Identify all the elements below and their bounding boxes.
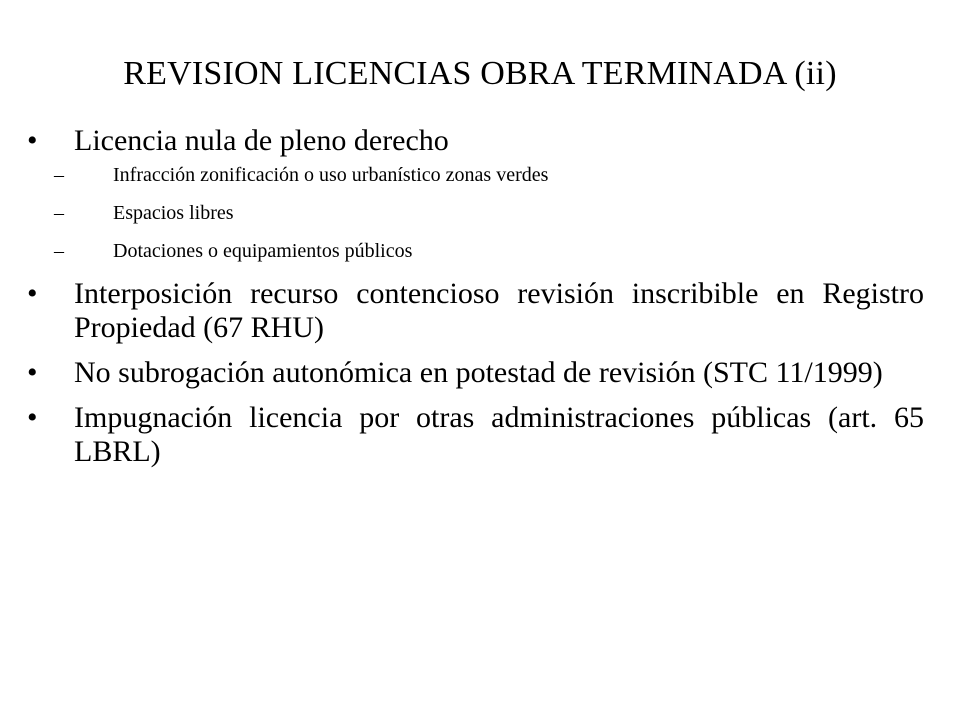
sub-bullet-text: Dotaciones o equipamientos públicos (113, 240, 413, 262)
bullet-text: No subrogación autonómica en potestad de revisión (STC 11/1999) (74, 356, 883, 389)
dash-marker: – (54, 240, 64, 262)
slide-title: REVISION LICENCIAS OBRA TERMINADA (ii) (123, 55, 837, 92)
bullet-marker: • (27, 401, 38, 434)
bullet-marker: • (27, 356, 38, 389)
sub-bullet-item (54, 239, 924, 263)
bullet-item (0, 277, 960, 345)
bullet-item (0, 124, 960, 263)
bullet-marker: • (27, 124, 38, 157)
bullet-list (0, 124, 960, 480)
sub-bullet-list (54, 163, 924, 263)
bullet-item (0, 356, 960, 390)
sub-bullet-item (54, 201, 924, 225)
bullet-text: Licencia nula de pleno derecho (74, 124, 449, 157)
bullet-marker: • (27, 277, 38, 310)
sub-bullet-item (54, 163, 924, 187)
bullet-item (0, 401, 960, 469)
sub-bullet-text: Infracción zonificación o uso urbanístico zonas verdes (113, 164, 549, 186)
dash-marker: – (54, 202, 64, 224)
dash-marker: – (54, 164, 64, 186)
bullet-text: Impugnación licencia por otras administraciones públicas (art. 65 LBRL) (74, 401, 924, 468)
sub-bullet-text: Espacios libres (113, 202, 234, 224)
bullet-text: Interposición recurso contencioso revisión inscribible en Registro Propiedad (67 RHU) (74, 277, 924, 344)
